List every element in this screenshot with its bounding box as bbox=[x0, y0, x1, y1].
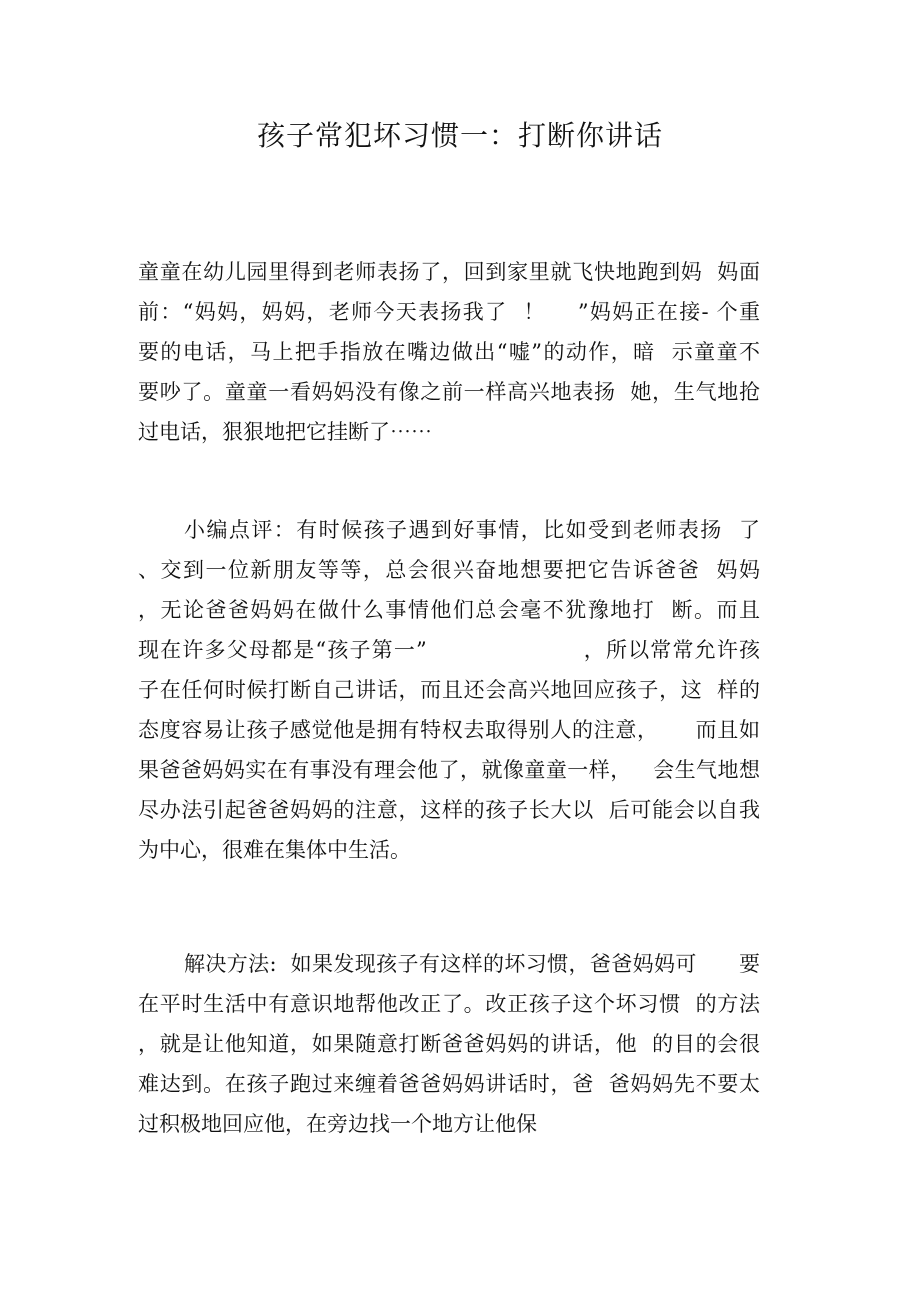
text-line: ，就是让他知道，如果随意打断爸爸妈妈的讲话，他 的目的会很 bbox=[138, 1032, 760, 1056]
paragraph-solution bbox=[138, 944, 760, 1144]
document-title: 孩子常犯坏习惯一：打断你讲话 bbox=[256, 119, 663, 152]
text-line: 尽办法引起爸爸妈妈的注意，这样的孩子长大以 后可能会以自我 bbox=[138, 798, 760, 822]
text-line: 态度容易让孩子感觉他是拥有特权去取得别人的注意， 而且如 bbox=[138, 718, 760, 742]
text-line: 过积极地回应他，在旁边找一个地方让他保 bbox=[138, 1112, 537, 1136]
text-line: 、交到一位新朋友等等，总会很兴奋地想要把它告诉爸爸 妈妈 bbox=[138, 558, 760, 582]
text-line: 小编点评：有时候孩子遇到好事情，比如受到老师表扬 了 bbox=[184, 518, 760, 542]
text-line: 子在任何时候打断自己讲话，而且还会高兴地回应孩子，这 样的 bbox=[138, 678, 760, 702]
text-line: 解决方法: 如果发现孩子有这样的坏习惯，爸爸妈妈可 要 bbox=[184, 952, 760, 976]
text-line: 要的电话，马上把手指放在嘴边做出“嘘”的动作，暗 示童童不 bbox=[138, 340, 760, 364]
text-line: 要吵了。童童一看妈妈没有像之前一样高兴地表扬 她，生气地抢 bbox=[138, 380, 760, 404]
paragraph-editor-comment bbox=[138, 510, 760, 870]
text-line: 在平时生活中有意识地帮他改正了。改正孩子这个坏习惯 的方法 bbox=[138, 992, 760, 1016]
text-line: 过电话，狠狠地把它挂断了⋯⋯ bbox=[138, 420, 432, 444]
text-line: 难达到。在孩子跑过来缠着爸爸妈妈讲话时，爸 爸妈妈先不要太 bbox=[138, 1072, 760, 1096]
text-line: 童童在幼儿园里得到老师表扬了，回到家里就飞快地跑到妈 妈面 bbox=[138, 260, 760, 284]
text-line: 现在许多父母都是“孩子第一” ，所以常常允许孩 bbox=[138, 638, 760, 662]
text-line: 前：“妈妈，妈妈，老师今天表扬我了 ！ ”妈妈正在接- 个重 bbox=[138, 300, 760, 324]
text-line: 为中心，很难在集体中生活。 bbox=[138, 838, 411, 862]
paragraph-story bbox=[138, 252, 760, 452]
text-line: 果爸爸妈妈实在有事没有理会他了，就像童童一样， 会生气地想 bbox=[138, 758, 760, 782]
text-line: ，无论爸爸妈妈在做什么事情他们总会毫不犹豫地打 断。而且 bbox=[138, 598, 760, 622]
